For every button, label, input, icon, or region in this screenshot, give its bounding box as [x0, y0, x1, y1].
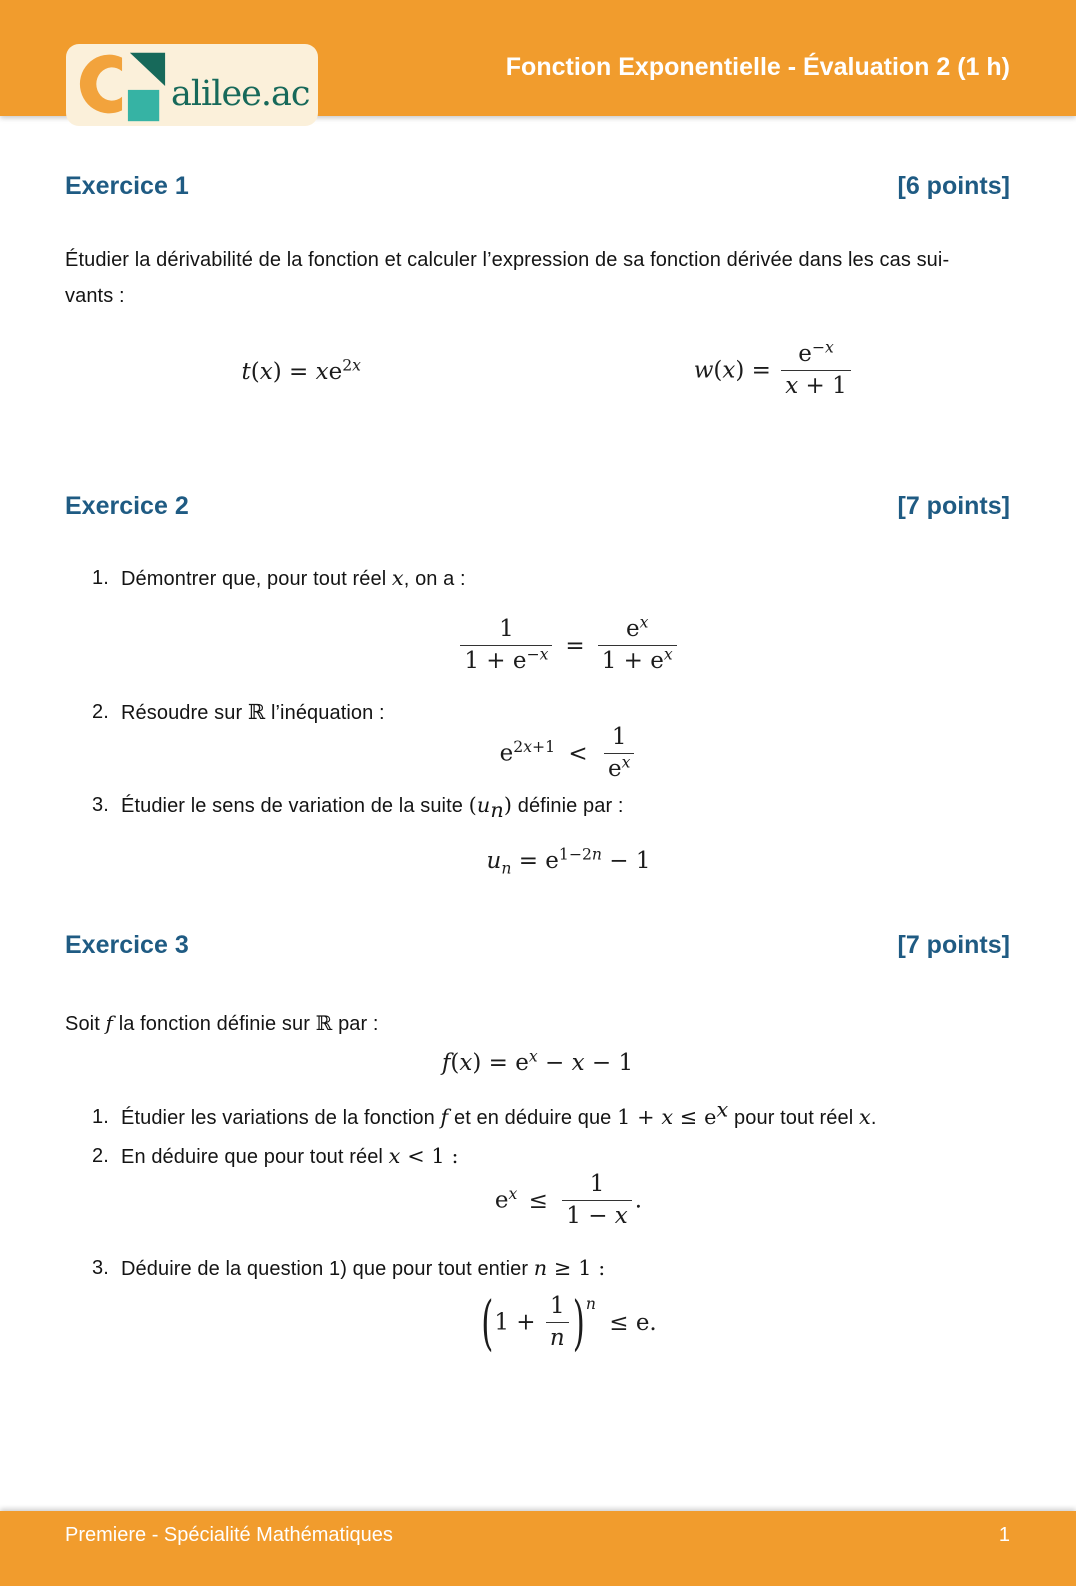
math-token: −: [537, 1050, 572, 1076]
math-fraction: [460, 617, 552, 672]
intro-line: vants :: [65, 285, 125, 307]
math-token: 1 +: [494, 1310, 543, 1336]
exercise-1-intro: [65, 242, 1010, 314]
fraction-numerator: 1: [611, 724, 627, 751]
fraction-denominator: [460, 645, 552, 673]
math-expression: [693, 337, 854, 399]
math-token: w: [693, 358, 714, 384]
math-token: ) =: [472, 1050, 516, 1076]
math-token: −: [811, 337, 825, 357]
math-expression: [486, 844, 651, 878]
math-token: 1 + e: [601, 647, 664, 674]
fraction-denominator: [562, 1200, 632, 1228]
exercise-1-formula-row: [65, 337, 1010, 404]
math-token: (: [450, 1050, 460, 1076]
fraction-denominator: [781, 370, 851, 398]
math-token: 2: [342, 355, 353, 375]
logo-triangle-shape: [130, 53, 165, 86]
less-than-sign: <: [561, 741, 595, 767]
formula-inequality: [65, 725, 1010, 785]
math-token: ) =: [735, 358, 779, 384]
document-title: Fonction Exponentielle - Évaluation 2 (1 h): [505, 53, 1010, 81]
exercise-2-header: [65, 492, 1010, 521]
real-numbers-symbol: ℝ: [247, 700, 266, 724]
math-token: x: [388, 1144, 401, 1168]
list-item: [65, 1097, 1010, 1130]
math-token: ≤ e: [673, 1105, 717, 1129]
math-fraction: [781, 337, 851, 399]
math-token: x: [824, 337, 834, 357]
item-text: [121, 700, 385, 725]
list-item: [65, 700, 1010, 725]
exercise-2-title: Exercice 2: [65, 492, 189, 520]
text-token: définie par :: [512, 795, 624, 817]
math-token: e: [328, 359, 343, 385]
math-token: 1 +: [617, 1105, 662, 1129]
item-number: 1.: [92, 1106, 109, 1128]
exercise-3-points-badge: [7 points]: [897, 931, 1010, 959]
math-token: x: [571, 1050, 585, 1076]
exercise-1-points-badge: [6 points]: [897, 172, 1010, 200]
item-text: [121, 1144, 459, 1169]
math-token: x: [459, 1050, 473, 1076]
math-token: − 1: [601, 848, 651, 874]
math-fraction: [546, 1294, 569, 1349]
math-token: e: [515, 1050, 529, 1076]
math-expression: [480, 1289, 657, 1359]
math-token: .: [634, 1188, 643, 1214]
exercise-3-header: [65, 931, 1010, 960]
math-token: 1 + e: [464, 647, 527, 674]
item-number: 3.: [92, 794, 109, 816]
fraction-denominator: n: [546, 1322, 569, 1350]
math-token: ): [503, 793, 513, 817]
math-token: x: [259, 359, 273, 385]
item-number: 1.: [92, 567, 109, 589]
text-token: pour tout réel: [728, 1107, 859, 1129]
math-token: ) =: [272, 359, 316, 385]
math-expression: [457, 612, 679, 674]
math-token: (: [713, 358, 723, 384]
fraction-denominator: [598, 645, 677, 673]
math-token: x: [661, 1105, 674, 1129]
math-superscript: x: [621, 751, 631, 771]
exercise-1-header: [65, 172, 1010, 201]
math-superscript: [812, 338, 834, 357]
fraction-numerator: 1: [549, 1293, 565, 1320]
formula-equality: [65, 612, 1010, 679]
math-token: 1 −: [566, 1202, 615, 1229]
text-token: la fonction définie sur: [113, 1013, 316, 1035]
item-number: 2.: [92, 701, 109, 723]
footer-page-number: 1: [998, 1524, 1010, 1546]
math-token: (: [250, 359, 260, 385]
math-token: x: [315, 359, 329, 385]
math-token: ≥ 1 :: [547, 1256, 606, 1280]
list-item: [65, 566, 1010, 591]
math-token: e: [625, 616, 640, 643]
math-superscript: n: [585, 1293, 596, 1313]
math-subscript: n: [501, 858, 512, 878]
math-superscript: [559, 844, 602, 863]
math-token: f: [441, 1050, 451, 1076]
text-token: .: [870, 1107, 877, 1129]
math-superscript: x: [716, 1097, 729, 1122]
formula-w: [538, 337, 1011, 404]
text-token: Résoudre sur: [121, 702, 248, 724]
intro-line: Étudier la dérivabilité de la fonction et calculer l’expression de sa fonction dérivée dans les cas sui-: [65, 249, 950, 271]
math-token: < 1 :: [400, 1144, 459, 1168]
math-token: e: [499, 741, 514, 767]
math-token: f: [440, 1105, 449, 1129]
math-token: −: [526, 643, 540, 663]
text-token: En déduire que pour tout réel: [121, 1146, 389, 1168]
math-token: e: [607, 755, 622, 782]
formula-sequence: [65, 844, 1010, 878]
item-number: 3.: [92, 1257, 109, 1279]
right-parenthesis: ): [572, 1289, 585, 1359]
math-superscript: x: [508, 1184, 518, 1204]
math-token: + 1: [798, 372, 847, 399]
list-item: [65, 793, 1010, 822]
item-text: [121, 1256, 605, 1281]
logo-wordmark: alilee.ac: [171, 74, 310, 114]
math-token: x: [858, 1105, 871, 1129]
text-token: Étudier les variations de la fonction: [121, 1107, 441, 1129]
math-token: n: [533, 1256, 548, 1280]
equals-sign: =: [565, 633, 585, 659]
math-expression: [499, 724, 638, 782]
math-token: x: [785, 372, 799, 399]
math-superscript: [342, 355, 361, 374]
math-expression: [241, 355, 361, 385]
logo-crescent-shape: [80, 55, 122, 114]
math-token: (: [468, 793, 477, 817]
math-superscript: [513, 737, 555, 756]
item-text: [121, 566, 466, 591]
math-token: 1−2: [558, 844, 592, 864]
math-token: ≤ e.: [601, 1310, 657, 1336]
less-equal-sign: ≤: [521, 1188, 556, 1214]
fraction-denominator: [604, 753, 634, 781]
text-token: Soit: [65, 1013, 106, 1035]
exercise-2-points-badge: [7 points]: [897, 492, 1010, 520]
text-token: et en déduire que: [448, 1107, 618, 1129]
math-token: t: [241, 359, 251, 385]
math-token: e: [545, 848, 559, 874]
galilee-logo-icon: [79, 48, 169, 122]
exercise-3-title: Exercice 3: [65, 931, 189, 959]
list-item: [65, 1144, 1010, 1169]
fraction-numerator: [598, 612, 677, 644]
text-token: Démontrer que, pour tout réel: [121, 568, 392, 590]
text-token: l’inéquation :: [265, 702, 385, 724]
formula-function-definition: [65, 1046, 1010, 1076]
math-token: − 1: [584, 1050, 634, 1076]
real-numbers-symbol: ℝ: [315, 1011, 333, 1035]
math-fraction: [562, 1172, 632, 1227]
math-token: u: [476, 793, 491, 817]
math-fraction: [598, 612, 677, 674]
math-token: e: [798, 341, 812, 368]
math-token: x: [523, 737, 532, 757]
fraction-numerator: 1: [499, 616, 514, 643]
math-token: n: [591, 844, 602, 864]
fraction-numerator: [781, 337, 851, 369]
item-number: 2.: [92, 1145, 109, 1167]
math-expression: [441, 1046, 634, 1076]
text-token: par :: [332, 1013, 379, 1035]
math-subscript: n: [490, 798, 504, 822]
text-token: Déduire de la question 1) que pour tout entier: [121, 1258, 534, 1280]
exercise-3-intro: [65, 1005, 1010, 1042]
logo-square-shape: [128, 90, 159, 121]
math-expression: [494, 1171, 643, 1229]
math-token: u: [486, 848, 502, 874]
math-token: x: [352, 355, 361, 375]
math-fraction: [604, 725, 634, 780]
math-superscript: [527, 644, 549, 663]
math-superscript: x: [528, 1046, 538, 1066]
left-parenthesis: (: [481, 1289, 494, 1359]
math-token: +1: [532, 737, 556, 757]
math-token: x: [391, 566, 404, 590]
text-token: , on a :: [403, 568, 466, 590]
math-superscript: x: [663, 643, 673, 663]
math-token: x: [722, 358, 736, 384]
item-text: [121, 1097, 877, 1130]
math-token: e: [494, 1188, 509, 1214]
fraction-numerator: 1: [589, 1171, 605, 1198]
text-token: Étudier le sens de variation de la suite: [121, 795, 469, 817]
formula-t: [65, 340, 538, 404]
formula-inequality: [65, 1171, 1010, 1233]
logo: [66, 44, 318, 126]
equals-sign: =: [511, 848, 546, 874]
footer-course-label: Premiere - Spécialité Mathématiques: [65, 1524, 393, 1546]
math-token: x: [614, 1202, 628, 1229]
math-token: 2: [513, 737, 524, 757]
page-footer: [0, 1511, 1076, 1586]
page-header: [0, 0, 1076, 116]
formula-limit-inequality: [65, 1285, 1010, 1363]
math-superscript: x: [639, 612, 649, 632]
list-item: [65, 1256, 1010, 1281]
math-token: f: [105, 1011, 114, 1035]
math-token: x: [539, 643, 549, 663]
exercise-1-title: Exercice 1: [65, 172, 189, 200]
document-body: [0, 172, 1076, 1363]
item-text: [121, 793, 624, 822]
